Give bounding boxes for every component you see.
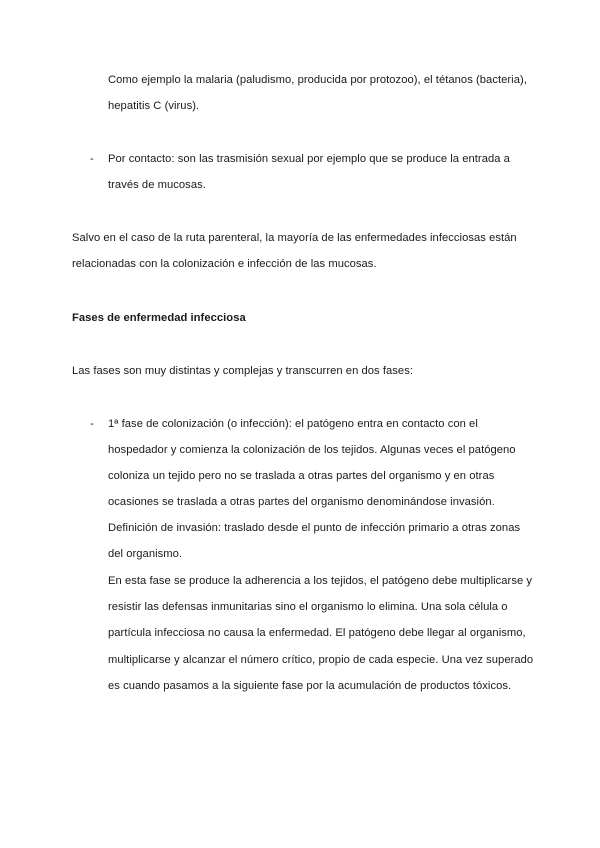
phase-line-4: ocasiones se traslada a otras partes del organismo denominándose invasión.	[108, 496, 495, 508]
phase-line-1: 1ª fase de colonización (o infección): el patógeno entra en contacto con el	[108, 418, 478, 430]
contact-line-2: través de mucosas.	[108, 179, 206, 191]
phase-line-10: multiplicarse y alcanzar el número crítico, propio de cada especie. Una vez superado	[108, 654, 534, 666]
phase-line-5: Definición de invasión: traslado desde el punto de infección primario a otras zonas	[108, 522, 521, 534]
phase-line-2: hospedador y comienza la colonización de los tejidos. Algunas veces el patógeno	[108, 444, 516, 456]
phase-bullet: -	[90, 418, 94, 430]
mucosas-paragraph-line-1: Salvo en el caso de la ruta parenteral, la mayoría de las enfermedades infecciosas están	[72, 232, 517, 244]
phase-line-7: En esta fase se produce la adherencia a los tejidos, el patógeno debe multiplicarse y	[108, 575, 533, 587]
continuation-line-1: Como ejemplo la malaria (paludismo, producida por protozoo), el tétanos (bacteria),	[108, 74, 527, 86]
section-heading: Fases de enfermedad infecciosa	[72, 312, 246, 324]
mucosas-paragraph-line-2: relacionadas con la colonización e infección de las mucosas.	[72, 258, 377, 270]
phase-line-9: partícula infecciosa no causa la enfermedad. El patógeno debe llegar al organismo,	[108, 627, 526, 639]
contact-bullet: -	[90, 153, 94, 165]
phase-line-6: del organismo.	[108, 548, 183, 560]
phase-line-11: es cuando pasamos a la siguiente fase por la acumulación de productos tóxicos.	[108, 680, 512, 692]
contact-line-1: Por contacto: son las trasmisión sexual por ejemplo que se produce la entrada a	[108, 153, 510, 165]
phase-line-8: resistir las defensas inmunitarias sino el organismo lo elimina. Una sola célula o	[108, 601, 508, 613]
phase-line-3: coloniza un tejido pero no se traslada a otras partes del organismo y en otras	[108, 470, 495, 482]
continuation-line-2: hepatitis C (virus).	[108, 100, 200, 112]
intro-paragraph: Las fases son muy distintas y complejas y transcurren en dos fases:	[72, 365, 413, 377]
